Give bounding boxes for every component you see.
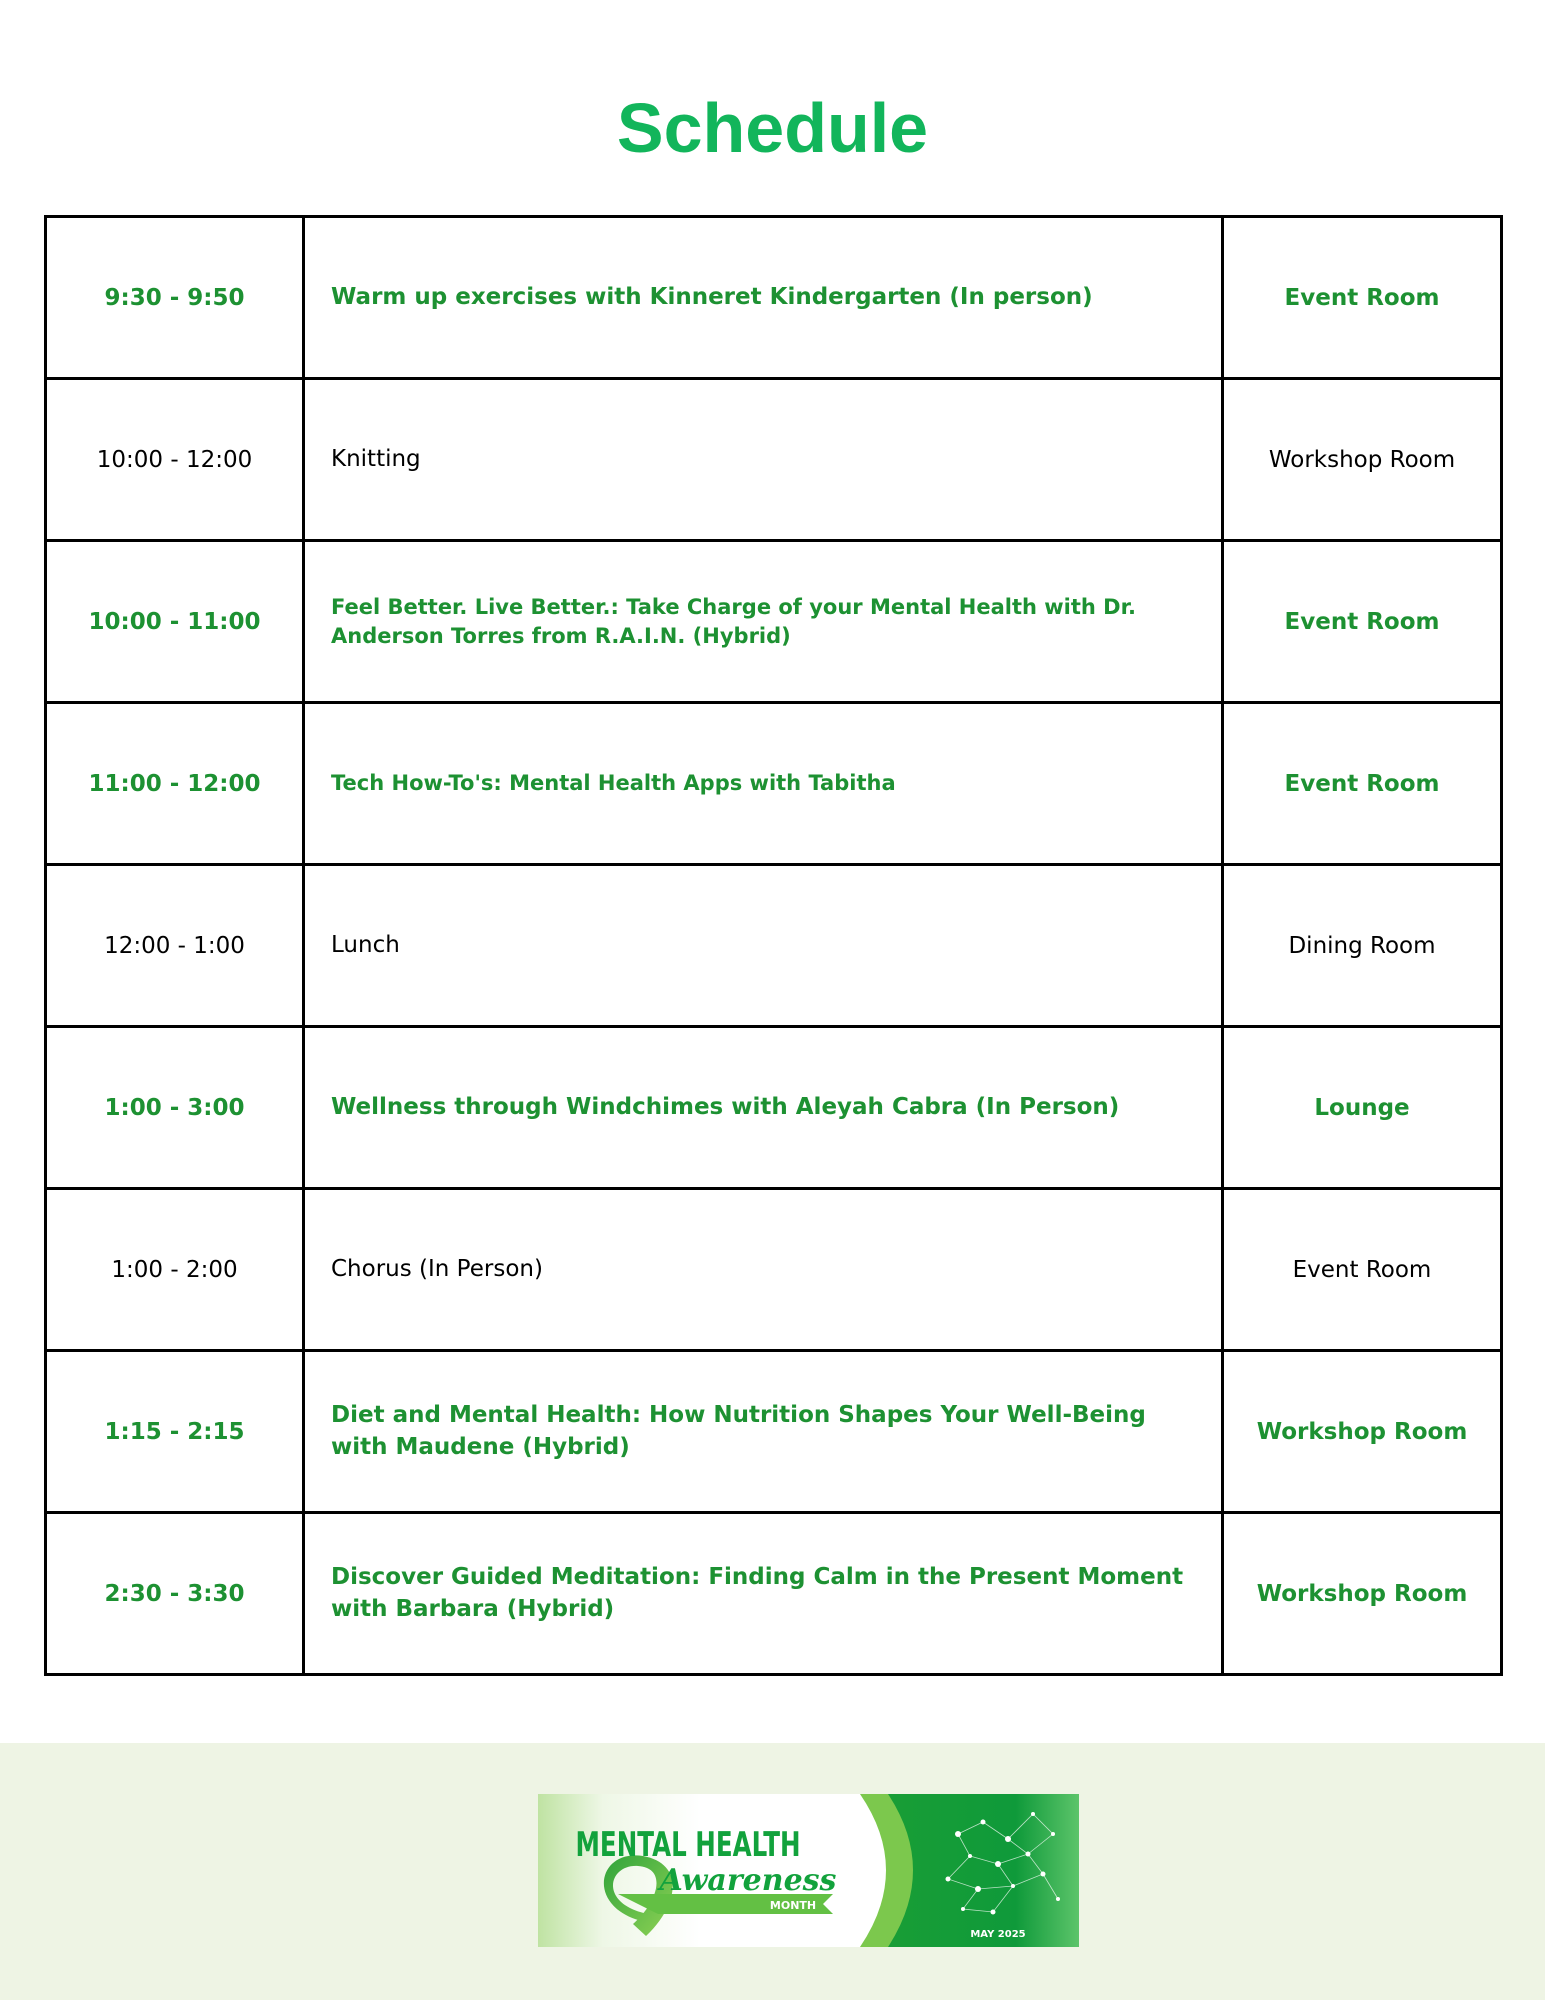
banner-line2: Awareness [659,1863,837,1898]
session-location: Workshop Room [1223,379,1502,541]
session-activity: Feel Better. Live Better.: Take Charge of your Mental Health with Dr. Anderson Torres from R.A.I.N. (Hybrid) [304,541,1223,703]
session-activity: Warm up exercises with Kinneret Kindergarten (In person) [304,217,1223,379]
schedule-row [46,703,1502,865]
session-time: 1:00 - 2:00 [46,1189,304,1351]
session-activity: Wellness through Windchimes with Aleyah Cabra (In Person) [304,1027,1223,1189]
session-activity: Chorus (In Person) [304,1189,1223,1351]
schedule-row [46,1351,1502,1513]
schedule-row [46,1189,1502,1351]
session-location: Event Room [1223,541,1502,703]
page-title: Schedule [616,89,929,167]
session-time: 9:30 - 9:50 [46,217,304,379]
schedule-table [44,215,1503,1676]
session-time: 10:00 - 11:00 [46,541,304,703]
awareness-banner [538,1794,1079,1947]
awareness-banner-graphic [538,1794,1079,1947]
banner-line1: MENTAL HEALTH [575,1825,801,1865]
session-location: Event Room [1223,1189,1502,1351]
schedule-row [46,379,1502,541]
session-time: 1:00 - 3:00 [46,1027,304,1189]
banner-date: MAY 2025 [970,1929,1026,1940]
session-time: 2:30 - 3:30 [46,1513,304,1675]
session-time: 1:15 - 2:15 [46,1351,304,1513]
session-location: Event Room [1223,217,1502,379]
session-activity: Lunch [304,865,1223,1027]
session-location: Lounge [1223,1027,1502,1189]
session-activity: Knitting [304,379,1223,541]
session-activity: Discover Guided Meditation: Finding Calm in the Present Moment with Barbara (Hybrid) [304,1513,1223,1675]
session-location: Workshop Room [1223,1513,1502,1675]
schedule-row [46,1027,1502,1189]
session-time: 10:00 - 12:00 [46,379,304,541]
schedule-row [46,217,1502,379]
banner-line3: MONTH [769,1899,817,1912]
session-time: 12:00 - 1:00 [46,865,304,1027]
schedule-row [46,541,1502,703]
session-location: Event Room [1223,703,1502,865]
schedule-row [46,865,1502,1027]
session-location: Workshop Room [1223,1351,1502,1513]
session-activity: Tech How-To's: Mental Health Apps with Tabitha [304,703,1223,865]
footer [0,1743,1545,2000]
session-activity: Diet and Mental Health: How Nutrition Shapes Your Well-Being with Maudene (Hybrid) [304,1351,1223,1513]
session-time: 11:00 - 12:00 [46,703,304,865]
schedule-row [46,1513,1502,1675]
session-location: Dining Room [1223,865,1502,1027]
